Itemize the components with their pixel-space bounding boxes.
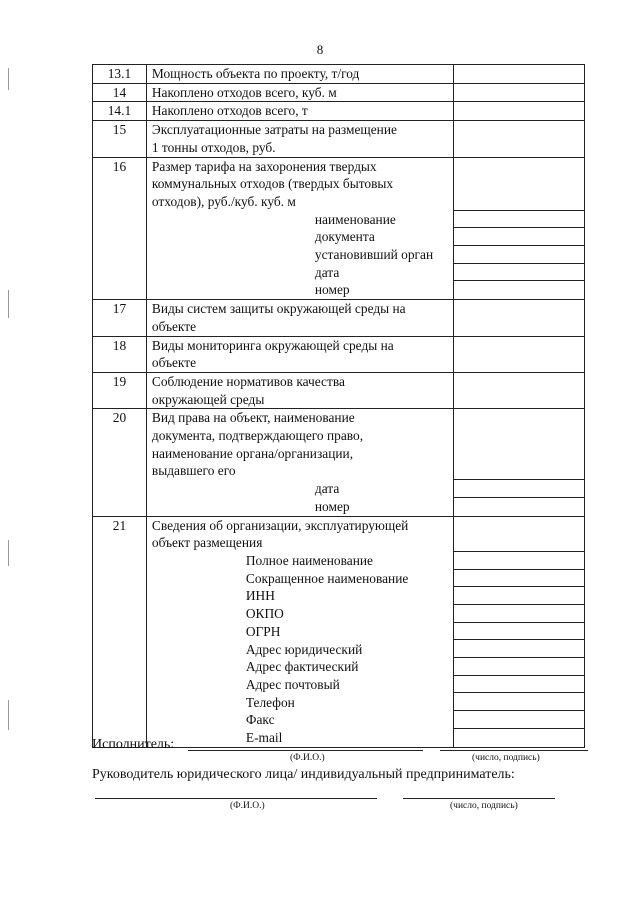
sub-value-field[interactable]	[454, 228, 584, 246]
value-field[interactable]	[454, 158, 584, 211]
value-cell[interactable]	[453, 516, 584, 747]
description-line: окружающей среды	[151, 391, 265, 407]
description-line: Накоплено отходов всего, т	[151, 103, 308, 119]
sub-field-label: E-mail	[245, 730, 283, 746]
head-fio-line	[95, 798, 377, 799]
sub-value-field[interactable]	[454, 605, 584, 623]
description-line: объекте	[151, 318, 197, 334]
row-description	[146, 516, 453, 747]
sub-value-field[interactable]	[454, 729, 584, 747]
executor-label: Исполнитель:	[92, 737, 175, 752]
sub-value-field[interactable]	[454, 281, 584, 299]
table-row	[93, 336, 585, 372]
table-row	[93, 121, 585, 157]
value-field[interactable]	[454, 517, 584, 552]
description-line: коммунальных отходов (твердых бытовых	[151, 176, 394, 192]
value-cell[interactable]	[453, 409, 584, 516]
description-line: Соблюдение нормативов качества	[151, 373, 345, 389]
executor-fio-line	[188, 750, 423, 751]
sub-field-label: Полное наименование	[245, 552, 373, 568]
description-line: Мощность объекта по проекту, т/год	[151, 66, 360, 81]
table-row	[93, 516, 585, 747]
binding-mark-left	[8, 68, 9, 90]
row-number: 20	[93, 409, 147, 516]
executor-fio-caption: (Ф.И.О.)	[290, 753, 325, 763]
head-sign-caption: (число, подпись)	[450, 801, 518, 811]
sub-value-field[interactable]	[454, 498, 584, 516]
sub-value-field[interactable]	[454, 587, 584, 605]
row-number: 19	[93, 372, 147, 408]
table-row	[93, 409, 585, 516]
value-cell[interactable]	[453, 300, 584, 336]
table-row	[93, 65, 585, 84]
sub-field-label: Телефон	[245, 694, 295, 710]
description-line: объекте	[151, 355, 197, 371]
row-description	[146, 409, 453, 516]
value-field[interactable]	[454, 409, 584, 480]
sub-field-label: дата	[314, 481, 340, 497]
description-line: документа, подтверждающего право,	[151, 428, 364, 444]
sub-field-label: наименование	[314, 211, 396, 227]
binding-mark-left	[8, 700, 9, 730]
sub-field-label: Адрес юридический	[245, 641, 363, 657]
description-line: объект размещения	[151, 535, 263, 551]
sub-field-label: Адрес почтовый	[245, 676, 340, 692]
description-line: Размер тарифа на захоронения твердых	[151, 158, 377, 174]
table-row	[93, 300, 585, 336]
sub-value-field[interactable]	[454, 552, 584, 570]
row-description	[146, 102, 453, 121]
sub-value-field[interactable]	[454, 658, 584, 676]
row-description	[146, 121, 453, 157]
row-description	[146, 336, 453, 372]
row-number: 14	[93, 83, 147, 102]
sub-field-label: документа	[314, 229, 375, 245]
value-cell[interactable]	[453, 65, 584, 84]
head-label: Руководитель юридического лица/ индивидуальный предприниматель:	[92, 767, 515, 782]
description-line: Эксплуатационные затраты на размещение	[151, 122, 397, 138]
table-row	[93, 83, 585, 102]
page-number: 8	[316, 42, 324, 57]
sub-field-label: номер	[314, 282, 350, 298]
sub-value-field[interactable]	[454, 570, 584, 588]
sub-value-field[interactable]	[454, 640, 584, 658]
row-number: 17	[93, 300, 147, 336]
form-table	[92, 64, 585, 748]
row-number: 18	[93, 336, 147, 372]
sub-field-label: Факс	[245, 712, 275, 728]
description-line: отходов), руб./куб. куб. м	[151, 193, 296, 209]
value-cell[interactable]	[453, 372, 584, 408]
description-line: Сведения об организации, эксплуатирующей	[151, 517, 409, 533]
description-line: 1 тонны отходов, руб.	[151, 139, 276, 155]
row-description	[146, 157, 453, 300]
executor-sign-caption: (число, подпись)	[472, 753, 540, 763]
binding-mark-left	[8, 540, 9, 566]
sub-field-label: установивший орган	[314, 247, 434, 263]
sub-value-field[interactable]	[454, 693, 584, 711]
row-description	[146, 83, 453, 102]
value-cell[interactable]	[453, 102, 584, 121]
table-row	[93, 157, 585, 300]
row-number: 13.1	[93, 65, 147, 84]
sub-field-label: ИНН	[245, 588, 275, 604]
head-fio-caption: (Ф.И.О.)	[230, 801, 265, 811]
sub-value-field[interactable]	[454, 623, 584, 641]
sub-value-field[interactable]	[454, 676, 584, 694]
value-cell[interactable]	[453, 121, 584, 157]
sub-value-field[interactable]	[454, 211, 584, 229]
sub-field-label: ОКПО	[245, 606, 284, 622]
sub-field-label: Адрес фактический	[245, 659, 359, 675]
sub-value-field[interactable]	[454, 711, 584, 729]
value-cell[interactable]	[453, 83, 584, 102]
value-cell[interactable]	[453, 157, 584, 300]
row-number: 14.1	[93, 102, 147, 121]
row-number: 15	[93, 121, 147, 157]
sub-field-label: Сокращенное наименование	[245, 570, 409, 586]
sub-field-label: номер	[314, 498, 350, 514]
row-number: 21	[93, 516, 147, 747]
table-row	[93, 102, 585, 121]
sub-field-label: дата	[314, 264, 340, 280]
description-line: наименование органа/организации,	[151, 445, 354, 461]
head-sign-line	[403, 798, 555, 799]
row-description	[146, 65, 453, 84]
row-description	[146, 300, 453, 336]
value-cell[interactable]	[453, 336, 584, 372]
sub-field-label: ОГРН	[245, 623, 281, 639]
description-line: Вид права на объект, наименование	[151, 410, 355, 426]
sub-value-field[interactable]	[454, 264, 584, 282]
row-number: 16	[93, 157, 147, 300]
table-row	[93, 372, 585, 408]
description-line: выдавшего его	[151, 463, 236, 479]
description-line: Виды систем защиты окружающей среды на	[151, 301, 406, 317]
row-description	[146, 372, 453, 408]
description-line: Виды мониторинга окружающей среды на	[151, 337, 394, 353]
sub-value-field[interactable]	[454, 246, 584, 264]
sub-value-field[interactable]	[454, 480, 584, 498]
description-line: Накоплено отходов всего, куб. м	[151, 84, 337, 100]
executor-sign-line	[440, 750, 588, 751]
binding-mark-left	[8, 290, 9, 318]
